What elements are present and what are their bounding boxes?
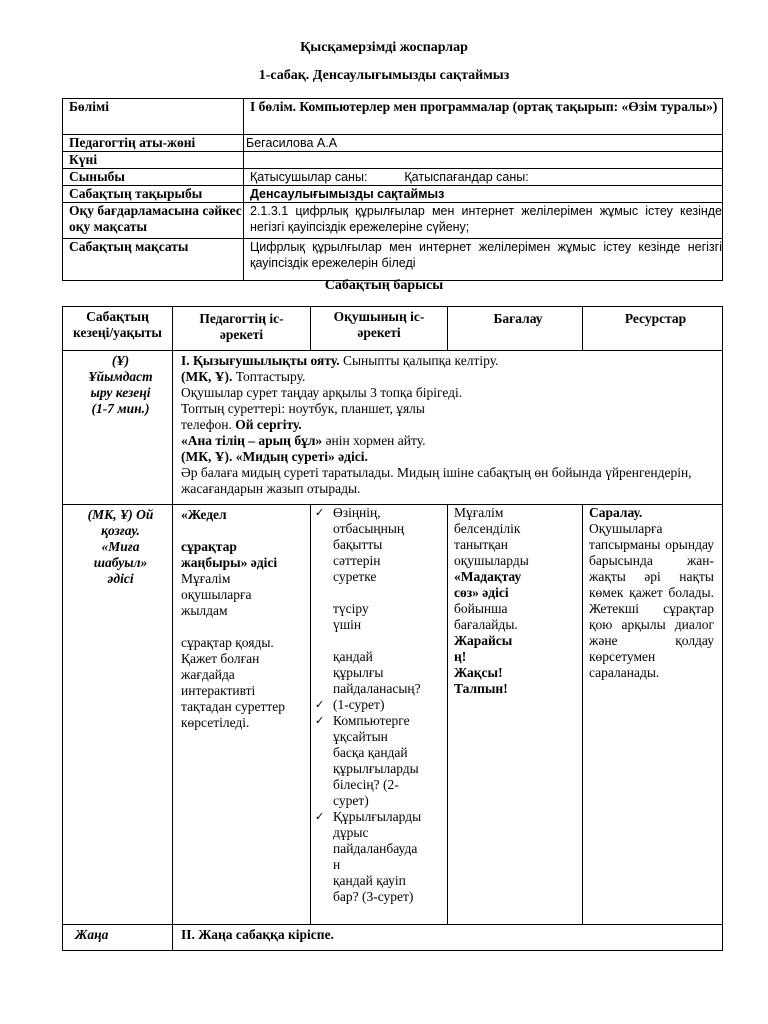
- question-text: сәттерін: [333, 553, 381, 568]
- question-text: қандай қауіп: [333, 873, 406, 888]
- checkmark-icon: ✓: [315, 507, 325, 519]
- assessment-cell: [448, 505, 583, 925]
- mk-label: (МК, Ұ).: [181, 369, 233, 384]
- assessment-text: бойынша: [454, 601, 508, 616]
- question-text: дұрыс: [333, 825, 369, 840]
- goal-label: Сабақтың мақсаты: [63, 239, 244, 281]
- stage-new-lesson: Жаңа: [63, 925, 173, 951]
- differentiation-text: Оқушыларға тапсырманы орындау барысында жан-жақты әрі нақты көмек қажет болады. Жетекші сұрақтар қою арқылы диалог және қолдау көрсетумен сараланады.: [589, 521, 714, 680]
- teacher-text: Мұғалім: [181, 571, 231, 586]
- praise-method-title: «Мадақтау: [454, 569, 522, 584]
- question-text: пайдаланасың?: [333, 681, 421, 696]
- question-item-1-ref: [315, 697, 445, 713]
- question-text: басқа қандай: [333, 745, 408, 760]
- assessment-text: белсенділік: [454, 521, 521, 536]
- topic-label: Сабақтың тақырыбы: [63, 186, 244, 203]
- question-text: бақытты: [333, 537, 383, 552]
- topic-value: Денсаулығымызды сақтаймыз: [244, 186, 723, 203]
- new-lesson-intro: II. Жаңа сабаққа кіріспе.: [173, 925, 723, 951]
- stage-line: «Миға: [101, 539, 140, 554]
- question-text: Құрылғыларды: [333, 809, 422, 824]
- teacher-text: Қажет болған: [181, 651, 260, 666]
- praise-word: Жарайсы: [454, 633, 513, 648]
- objectives-label: Оқу бағдарламасына сәйкес оқу мақсаты: [63, 203, 244, 239]
- student-activity: [311, 505, 448, 925]
- activity-heading-rest: Сыныпты қалыпқа келтіру.: [339, 353, 499, 368]
- praise-word: Жақсы!: [454, 665, 503, 680]
- stage-line: шабуыл»: [93, 555, 148, 570]
- question-text: құрылғыларды: [333, 761, 419, 776]
- document-title: Қысқамерзімді жоспарлар: [300, 40, 468, 55]
- song-title: «Ана тілің – арың бұл»: [181, 433, 323, 448]
- praise-word: Талпын!: [454, 681, 508, 696]
- teacher-activity: [173, 505, 311, 925]
- attendance-cell: [244, 169, 723, 186]
- stage-line: әдісі: [107, 571, 134, 586]
- question-item-3: [315, 809, 445, 905]
- teacher-text: сұрақтар қояды.: [181, 635, 274, 650]
- brain-method-text: Әр балаға мидың суреті таратылады. Мидың ішіне сабақтың өн бойында үйренгендерін, жасағандарын жазып отырады.: [181, 465, 692, 496]
- assessment-text: оқушыларды: [454, 553, 529, 568]
- date-label: Күні: [63, 152, 244, 169]
- question-text: пайдаланбауда: [333, 841, 418, 856]
- question-text: н: [333, 857, 341, 872]
- question-text: бар? (3-сурет): [333, 889, 414, 904]
- stage-line: қозғау.: [101, 523, 140, 538]
- mk-text: Топтастыру.: [232, 369, 306, 384]
- stage-line: Ұйымдаст: [88, 369, 153, 384]
- objectives-value: 2.1.3.1 цифрлық құрылғылар мен интернет желілерімен жұмыс істеу кезінде негізгі қауіпсіздік ережелеріне сүйену;: [244, 203, 723, 239]
- stage-line: (Ұ): [111, 353, 130, 368]
- date-value: [244, 152, 723, 169]
- warmup-label: Ой сергіту.: [231, 417, 302, 432]
- activity-heading: I. Қызығушылықты ояту.: [181, 353, 340, 368]
- method-title-line2: сұрақтар: [181, 539, 237, 554]
- assessment-text: танытқан: [454, 537, 509, 552]
- method-title-line1: «Жедел: [181, 507, 227, 522]
- question-text: құрылғы: [333, 665, 384, 680]
- section-value: I бөлім. Компьютерлер мен программалар (ортақ тақырып: «Өзім туралы»): [244, 99, 723, 135]
- brain-method-rest: әдісі.: [334, 449, 368, 464]
- question-text: ұқсайтын: [333, 729, 388, 744]
- teacher-text: жағдайда: [181, 667, 235, 682]
- praise-method-title: сөз» әдісі: [454, 585, 509, 600]
- checkmark-icon: ✓: [315, 811, 325, 823]
- checkmark-icon: ✓: [315, 699, 325, 711]
- question-text: суретке: [333, 569, 377, 584]
- teacher-text: интерактивті: [181, 683, 256, 698]
- col-assessment-header: Бағалау: [448, 307, 583, 351]
- teacher-text: оқушыларға: [181, 587, 252, 602]
- teacher-label: Педагогтің аты-жөні: [63, 135, 244, 152]
- stage-organization: [63, 351, 173, 505]
- stage-brainstorm: [63, 505, 173, 925]
- group-pictures-cont: телефон.: [181, 417, 232, 432]
- grouping-text: Оқушылар сурет таңдау арқылы 3 топқа бірігеді.: [181, 385, 463, 400]
- col-stage-header: Сабақтың кезеңі/уақыты: [63, 307, 173, 351]
- praise-word: ң!: [454, 649, 467, 664]
- question-text: түсіру: [333, 601, 369, 616]
- assessment-text: бағалайды.: [454, 617, 518, 632]
- group-pictures-text: Топтың суреттері: ноутбук, планшет, ұялы: [181, 401, 425, 416]
- question-text: қандай: [333, 649, 373, 664]
- teacher-text: көрсетіледі.: [181, 715, 250, 730]
- method-title-line3: жаңбыры» әдісі: [181, 555, 278, 570]
- lesson-title: 1-сабақ. Денсаулығымызды сақтаймыз: [258, 68, 510, 83]
- teacher-value: Бегасилова А.А: [244, 135, 723, 152]
- stage-line: ыру кезеңі: [90, 385, 151, 400]
- question-text: Өзіңнің,: [333, 505, 381, 520]
- question-text: сурет): [333, 793, 369, 808]
- resources-cell: [583, 505, 723, 925]
- checkmark-icon: ✓: [315, 715, 325, 727]
- section-label: Бөлімі: [63, 99, 244, 135]
- question-text: (1-сурет): [333, 697, 385, 712]
- progress-title: Сабақтың барысы: [324, 278, 444, 293]
- assessment-text: Мұғалім: [454, 505, 504, 520]
- question-text: отбасыңның: [333, 521, 405, 536]
- question-text: үшін: [333, 617, 362, 632]
- question-item-2: [315, 713, 445, 809]
- brain-method-label: (МК, Ұ). «Мидың суреті»: [181, 449, 335, 464]
- question-text: білесің? (2-: [333, 777, 399, 792]
- lesson-progress-table: [62, 306, 723, 951]
- class-label: Сыныбы: [63, 169, 244, 186]
- question-text: Компьютерге: [333, 713, 410, 728]
- col-resources-header: Ресурстар: [583, 307, 723, 351]
- lesson-info-table: [62, 98, 723, 281]
- present-label: Қатысушылар саны:: [250, 170, 368, 184]
- teacher-text: жылдам: [181, 603, 228, 618]
- teacher-text: тақтадан суреттер: [181, 699, 285, 714]
- song-text: әнін хормен айту.: [322, 433, 426, 448]
- stage-line: (1-7 мин.): [91, 401, 150, 416]
- col-teacher-header: Педагогтің іс-әрекеті: [173, 307, 311, 351]
- differentiation-title: Саралау.: [589, 505, 643, 520]
- organization-content: [173, 351, 723, 505]
- col-student-header: Оқушының іс- әрекеті: [311, 307, 448, 351]
- question-item-1: [315, 505, 445, 697]
- absent-label: Қатыспағандар саны:: [404, 170, 529, 184]
- stage-line: (МК, Ұ) Ой: [87, 507, 154, 522]
- goal-value: Цифрлық құрылғылар мен интернет желілерімен жұмыс істеу кезінде негізгі қауіпсіздік ережелерін біледі: [244, 239, 723, 281]
